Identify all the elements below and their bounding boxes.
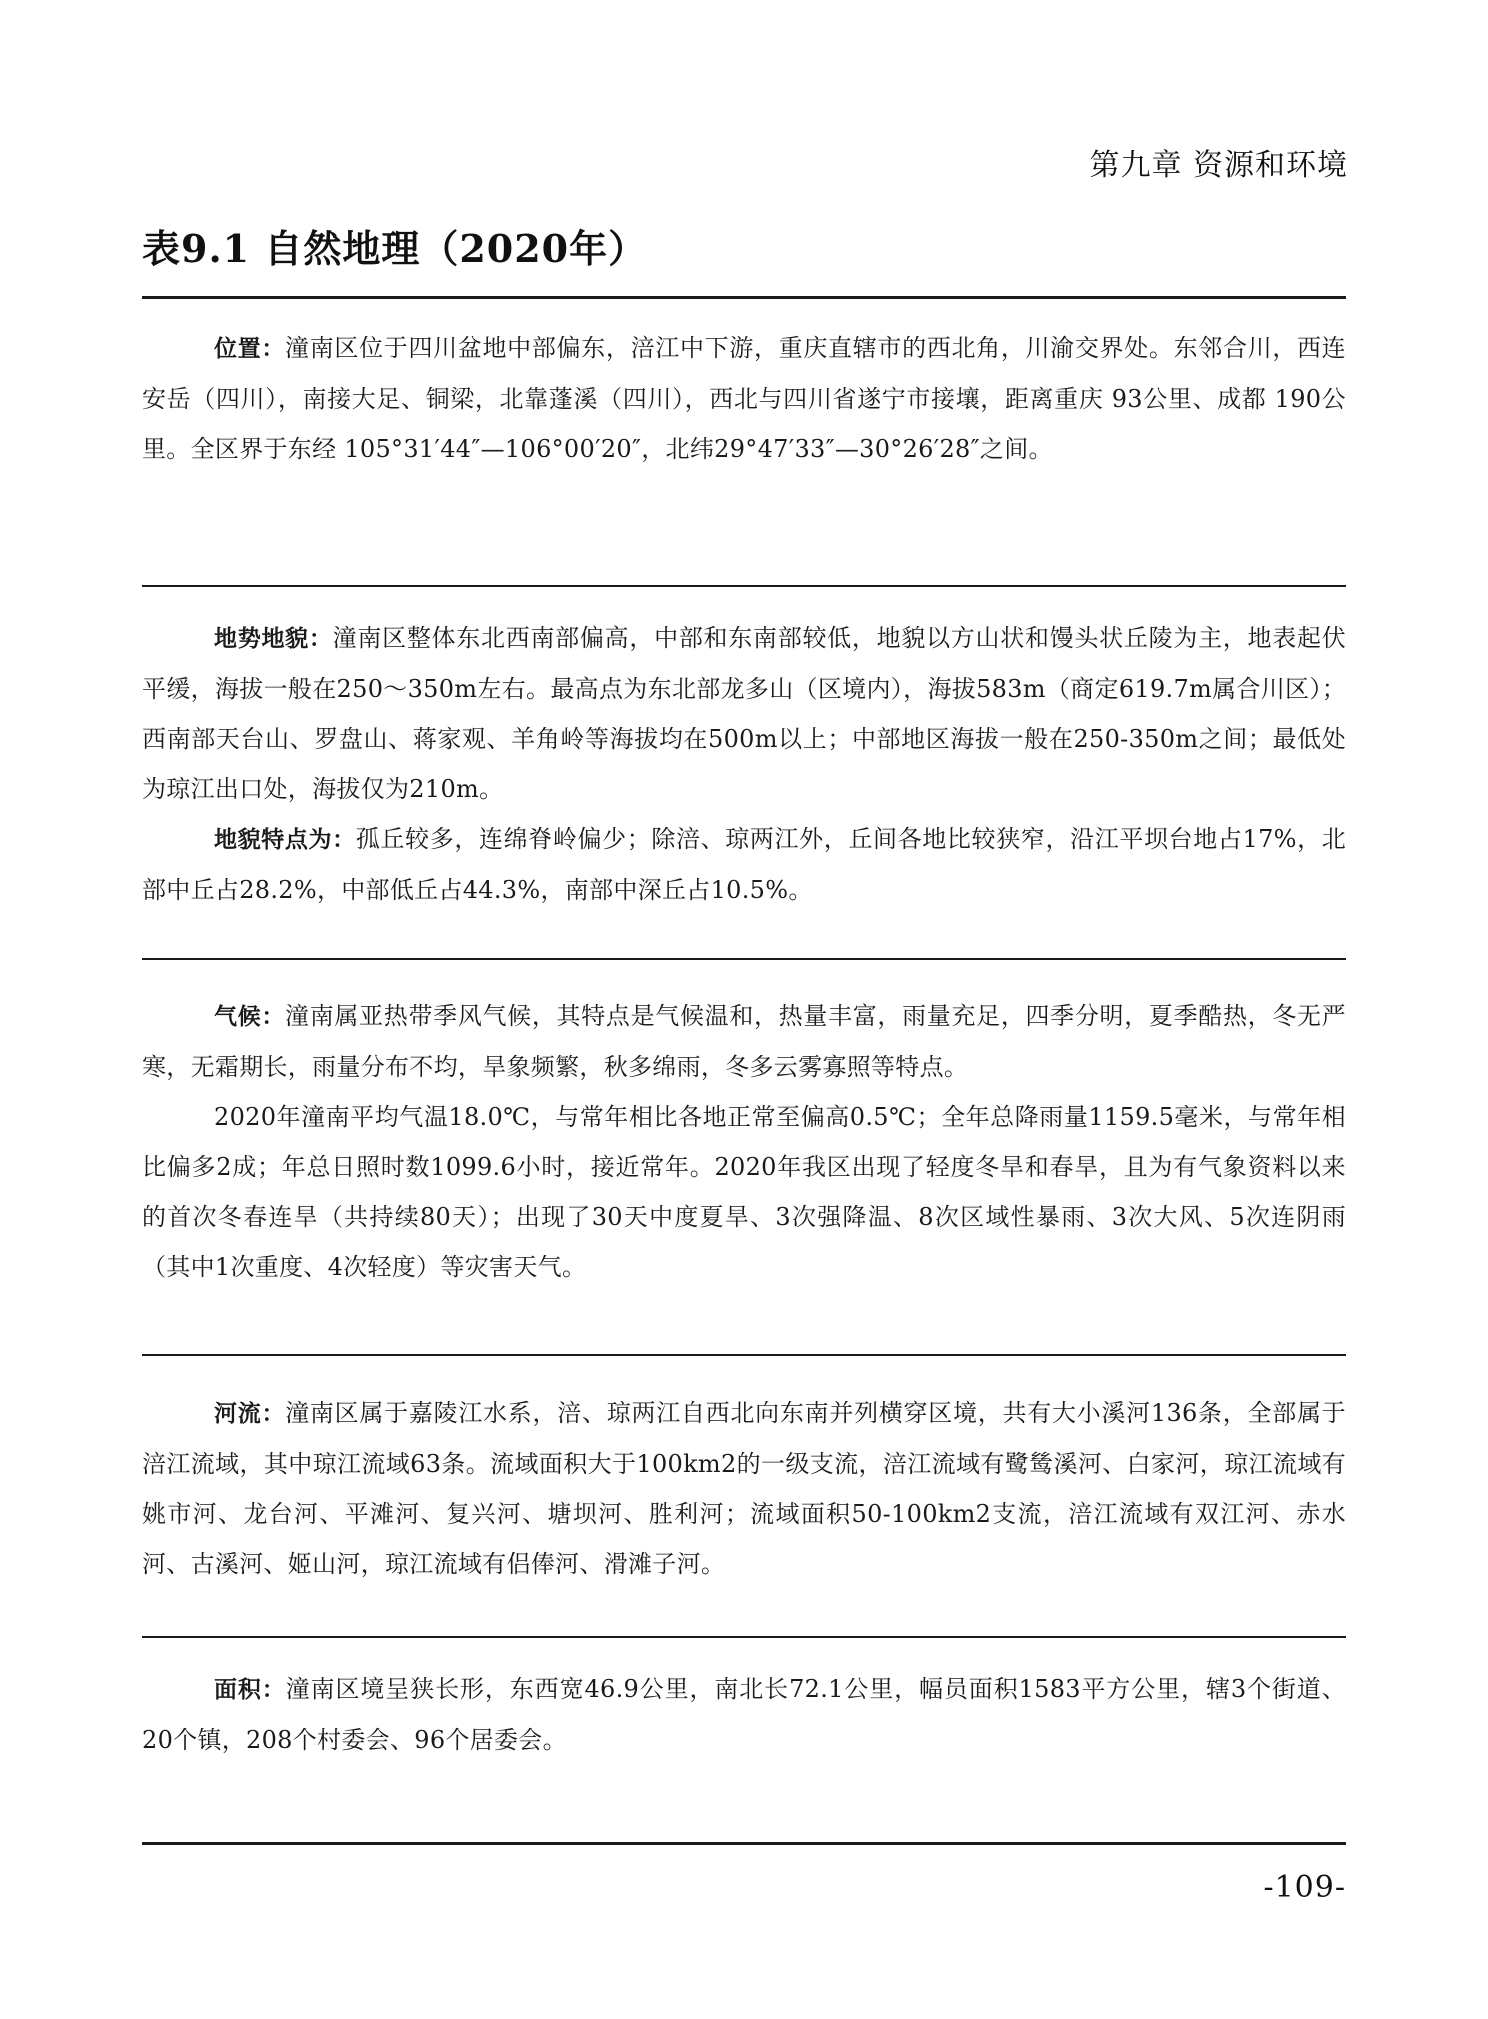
location-label: 位置：	[214, 336, 286, 362]
title-rule	[142, 296, 1346, 299]
section-divider	[142, 958, 1346, 960]
terrain-label: 地势地貌：	[214, 626, 333, 652]
section-divider	[142, 1354, 1346, 1356]
page-number: -109-	[1263, 1870, 1346, 1905]
section-location	[142, 323, 1346, 474]
climate-paragraph	[142, 991, 1346, 1092]
climate-text: 潼南属亚热带季风气候，其特点是气候温和，热量丰富，雨量充足，四季分明，夏季酷热，冬无严寒，无霜期长，雨量分布不均，旱象频繁，秋多绵雨，冬多云雾寡照等特点。	[142, 1002, 1346, 1081]
section-divider	[142, 1636, 1346, 1638]
location-paragraph	[142, 323, 1346, 474]
section-rivers	[142, 1388, 1346, 1589]
climate-label: 气候：	[214, 1004, 286, 1030]
area-paragraph	[142, 1664, 1346, 1765]
terrain-paragraph	[142, 613, 1346, 814]
location-text: 潼南区位于四川盆地中部偏东，涪江中下游，重庆直辖市的西北角，川渝交界处。东邻合川，西连安岳（四川），南接大足、铜梁，北靠蓬溪（四川），西北与四川省遂宁市接壤，距离重庆 93公里、成都 190公里。全区界于东经 105°31′44″—106°00′20″，北纬29°47′33″—30°26′28″之间。	[142, 334, 1346, 463]
terrain-feature-label: 地貌特点为：	[214, 827, 356, 853]
section-terrain	[142, 613, 1346, 915]
section-area	[142, 1664, 1346, 1765]
climate-stats-paragraph: 2020年潼南平均气温18.0℃，与常年相比各地正常至偏高0.5℃；全年总降雨量1159.5毫米，与常年相比偏多2成；年总日照时数1099.6小时，接近常年。2020年我区出现了轻度冬旱和春旱，且为有气象资料以来的首次冬春连旱（共持续80天）；出现了30天中度夏旱、3次强降温、8次区域性暴雨、3次大风、5次连阴雨（其中1次重度、4次轻度）等灾害天气。	[142, 1103, 1346, 1281]
terrain-feature-paragraph	[142, 814, 1346, 915]
rivers-paragraph	[142, 1388, 1346, 1589]
area-text: 潼南区境呈狭长形，东西宽46.9公里，南北长72.1公里，幅员面积1583平方公里，辖3个街道、20个镇，208个村委会、96个居委会。	[142, 1675, 1347, 1754]
rivers-label: 河流：	[214, 1401, 286, 1427]
table-title: 表9.1 自然地理（2020年）	[142, 226, 648, 271]
terrain-feature-text: 孤丘较多，连绵脊岭偏少；除涪、琼两江外，丘间各地比较狭窄，沿江平坝台地占17%，北部中丘占28.2%，中部低丘占44.3%，南部中深丘占10.5%。	[142, 825, 1347, 904]
section-divider	[142, 585, 1346, 587]
area-label: 面积：	[214, 1677, 286, 1703]
section-climate	[142, 991, 1346, 1292]
rivers-text: 潼南区属于嘉陵江水系，涪、琼两江自西北向东南并列横穿区境，共有大小溪河136条，全部属于涪江流域，其中琼江流域63条。流域面积大于100km2的一级支流，涪江流域有鹭鸶溪河、白家河，琼江流域有姚市河、龙台河、平滩河、复兴河、塘坝河、胜利河；流域面积50-100km2支流，涪江流域有双江河、赤水河、古溪河、姬山河，琼江流域有侣俸河、滑滩子河。	[142, 1399, 1346, 1578]
chapter-title: 第九章 资源和环境	[1089, 148, 1348, 183]
bottom-rule	[142, 1842, 1346, 1845]
terrain-text: 潼南区整体东北西南部偏高，中部和东南部较低，地貌以方山状和馒头状丘陵为主，地表起伏平缓，海拔一般在250～350m左右。最高点为东北部龙多山（区境内），海拔583m（商定619.7m属合川区）；西南部天台山、罗盘山、蒋家观、羊角岭等海拔均在500m以上；中部地区海拔一般在250-350m之间；最低处为琼江出口处，海拔仅为210m。	[142, 624, 1347, 803]
